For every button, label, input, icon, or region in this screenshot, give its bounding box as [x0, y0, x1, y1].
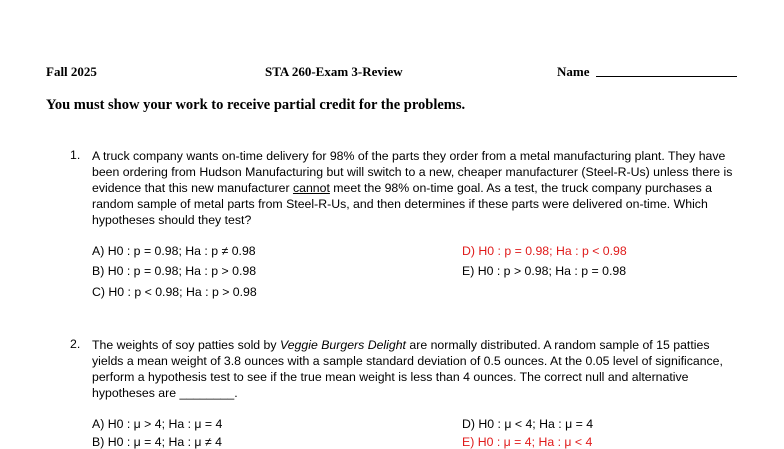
question-1-text	[92, 148, 742, 228]
question-2-brand: Veggie Burgers Delight	[279, 338, 406, 352]
question-2-text-part2: are normally distributed. A random sample of 15 patties yields a mean weight of 3.8 ounces with a sample standard deviation of 0.5 ounces. At the 0.05 level of significance, perform a hypothesis test to see if the true mean weight is less than 4 ounces. The correct null and alternative hypotheses are ________.	[92, 338, 723, 401]
q1-option-e[interactable]: E) H0 : p > 0.98; Ha : p = 0.98	[462, 264, 627, 278]
q2-option-e-correct[interactable]: E) H0 : μ = 4; Ha : μ < 4	[462, 435, 593, 449]
semester-label: Fall 2025	[46, 64, 97, 79]
question-1-emphasis: cannot	[292, 181, 330, 196]
question-1-number: 1.	[70, 148, 81, 162]
q1-option-b[interactable]: B) H0 : p = 0.98; Ha : p > 0.98	[92, 264, 257, 278]
question-1-text-part1: A truck company wants on-time delivery for 98% of the parts they order from a metal manufacturing plant. They have been ordering from Hudson Manufacturing but will switch to a new, cheaper manufacturer (Steel-R-Us) unless there is evidence that this new manufacturer	[92, 149, 733, 196]
name-label: Name	[557, 64, 590, 79]
q1-option-d-correct[interactable]: D) H0 : p = 0.98; Ha : p < 0.98	[462, 244, 627, 258]
question-2-text	[92, 337, 742, 401]
q1-option-a[interactable]: A) H0 : p = 0.98; Ha : p ≠ 0.98	[92, 244, 256, 258]
question-1-text-part2: meet the 98% on-time goal. As a test, the truck company purchases a random sample of metal parts from Steel-R-Us, and then determines if these parts were delivered on-time. Which hypotheses should they test?	[92, 181, 712, 228]
name-blank-line[interactable]	[596, 76, 737, 77]
instructions: You must show your work to receive partial credit for the problems.	[46, 97, 466, 113]
q2-option-a[interactable]: A) H0 : μ > 4; Ha : μ = 4	[92, 417, 223, 431]
q2-option-d[interactable]: D) H0 : μ < 4; Ha : μ = 4	[462, 417, 594, 431]
question-2-text-part1: The weights of soy patties sold by	[92, 338, 280, 352]
question-2-number: 2.	[70, 337, 81, 351]
q2-option-b[interactable]: B) H0 : μ = 4; Ha : μ ≠ 4	[92, 435, 222, 449]
q1-option-c[interactable]: C) H0 : p < 0.98; Ha : p > 0.98	[92, 285, 257, 299]
course-title: STA 260-Exam 3-Review	[265, 64, 403, 79]
